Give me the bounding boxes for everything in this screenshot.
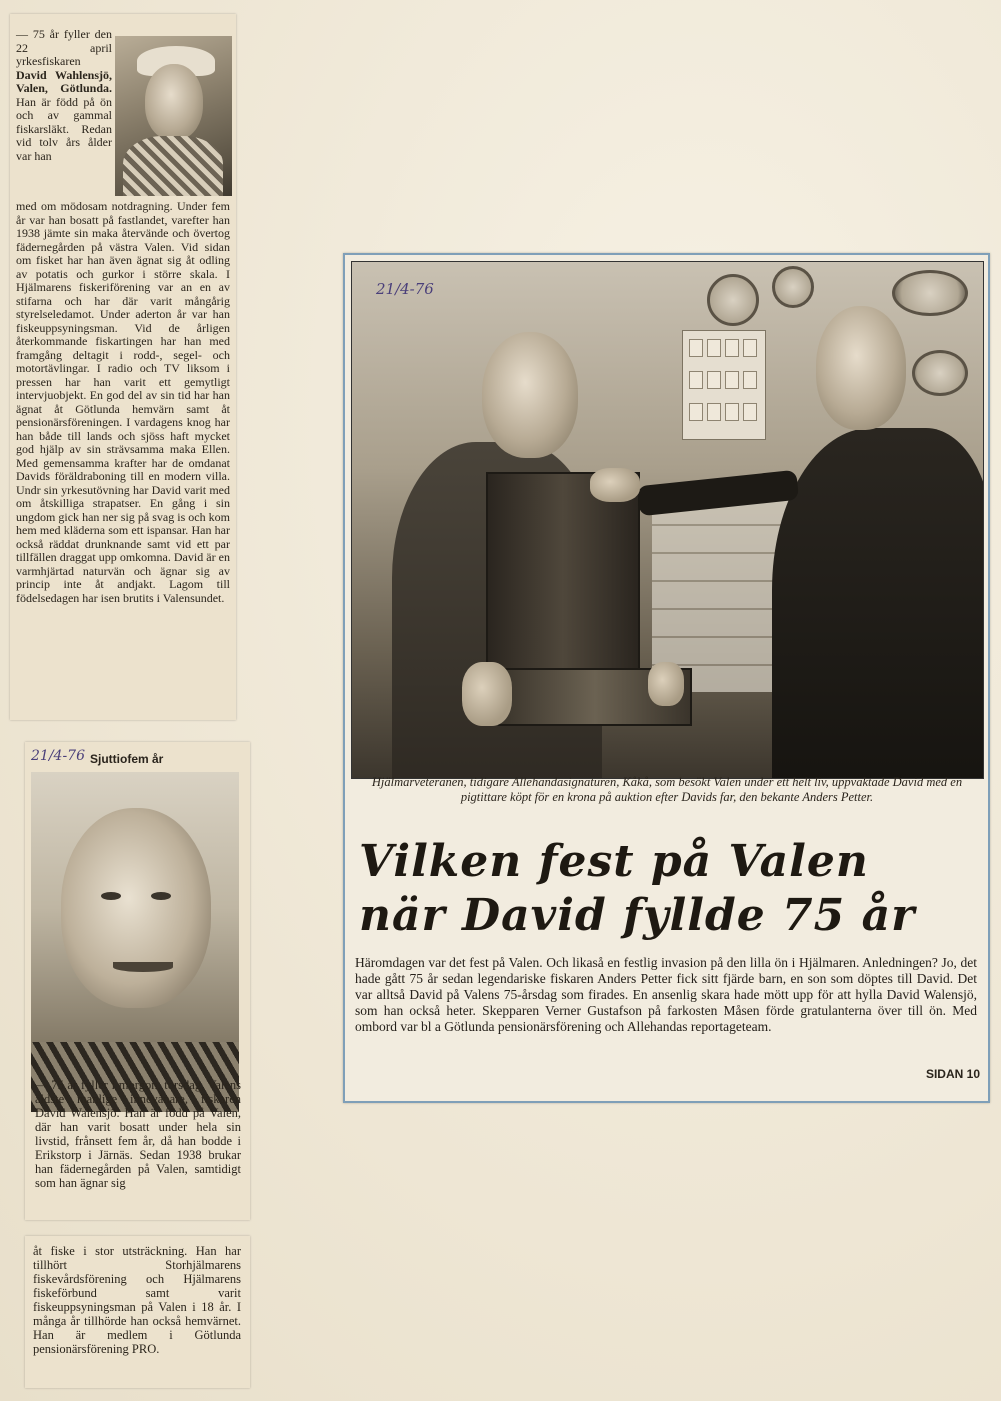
notice-text-wrap bbox=[16, 28, 112, 163]
article-body: Häromdagen var det fest på Valen. Och likaså en festlig invasion på den lilla ön i Hjälmaren. Anledningen? Jo, det hade gått 75 år sedan legendariske fiskaren Anders Petter fick sitt fjärde barn, en son som döptes till David. Det var alltså David på Valens 75-årsdag som firades. En ansenlig skara hade mött upp för att hylla David Walensjö, som han också heter. Skepparen Verner Gustafson på farkosten Måsen förde gratulanterna över till ön. Med ombord var bl a Götlunda pensionärsförening och Allehandas reportageteam. bbox=[355, 955, 977, 1034]
photo-handwritten-date: 21/4-76 bbox=[376, 280, 434, 298]
headline-line-2: när David fyllde 75 år bbox=[359, 890, 916, 941]
photo-caption: Hjälmarveteranen, tidigare Allehandasignaturen, Kåkå, som besökt Valen under ett helt liv, uppvaktade David med en pigtittare köpt för en krona på auktion efter Davids far, den bekante Anders Petter. bbox=[371, 775, 963, 804]
man-left-head bbox=[482, 332, 578, 458]
man-right-body bbox=[772, 428, 984, 779]
page-reference: SIDAN 10 bbox=[925, 1067, 980, 1081]
portrait-photo-small bbox=[115, 36, 232, 196]
notice-name: David Wahlensjö, bbox=[16, 67, 112, 82]
man-right-head bbox=[816, 306, 906, 430]
article-photo bbox=[351, 261, 984, 779]
notice-mid: Han är född på ön och av gammal fiskarsläkt. Redan vid tolv års ålder var han bbox=[16, 94, 112, 163]
clipping-continuation bbox=[25, 1236, 250, 1388]
handwritten-date: 21/4-76 bbox=[31, 748, 85, 764]
clipping-sjuttiofem bbox=[25, 742, 250, 1220]
clip-heading: Sjuttiofem år bbox=[90, 752, 164, 766]
portrait-photo-large bbox=[31, 772, 239, 1112]
notice-place: Valen, Götlunda. bbox=[16, 81, 112, 95]
headline-line-1: Vilken fest på Valen bbox=[359, 836, 869, 887]
notice-intro: — 75 år fyller den 22 april yrkesfiskaren bbox=[16, 27, 112, 68]
clipping-birthday-notice bbox=[10, 14, 236, 720]
continuation-text: åt fiske i stor utsträckning. Han har tillhört Storhjälmarens fiskevårdsförening och Hjälmarens fiskeförbund samt varit fiskeuppsyningsman på Valen i 18 år. I många år tillhörde han också hemvärnet. Han är medlem i Götlunda pensionärsförening PRO. bbox=[33, 1244, 241, 1356]
clip-text: — 75 år fyller i morgon, torsdag, Valens äldste manlige innevånare, fiskaren David Walensjö. Han är född på Valen, där han varit bosatt under hela sin livstid, frånsett fem år, då han bodde i Erikstorp i Järnäs. Sedan 1938 brukar han fädernegården på Valen, samtidigt som han ägnar sig bbox=[35, 1078, 241, 1190]
notice-body: med om mödosam notdragning. Under fem år var han bosatt på fastlandet, varefter han 1938 jämte sin maka återvände och övertog fädernegården på västra Valen. Vid sidan om fisket har han även ägnat sig åt odling av potatis och gurkor i större skala. I Hjälmarens fiskeriförening var an en av stifarna och har där varit mångårig styrelseledamot. Under aderton år var han fiskeuppsyningsman. Vid de årligen återkommande fiskartingen har han med framgång deltagit i rodd-, segel- och motortävlingar. I radio och TV liksom i pressen har han varit ett gemytligt intervjuobjekt. En god del av sin tid har han ägnat åt Götlunda hemvärn samt åt pensionärsföreningen. I vardagens knog har han både till lands och sjöss haft mycket god hjälp av sin strävsamma maka Ellen. Med gemensamma krafter har de omdanat Davids föräldraboning till en modern villa. Undr sin yrkesutövning har David varit med om åtskilliga strapatser. En gång i sin ungdom gick han ner sig på svag is och kom hem med kläderna som ett ispansar. Han har också räddat drunknande samt vid ett par tillfällen draggat upp omkomna. David är en varmhjärtad naturvän och ägnar sig av princip inte åt andjakt. Lagom till födelsedagen har isen brutits i Valensundet. bbox=[16, 199, 230, 605]
article-clipping bbox=[343, 253, 990, 1103]
pigtittare-object bbox=[486, 472, 640, 694]
